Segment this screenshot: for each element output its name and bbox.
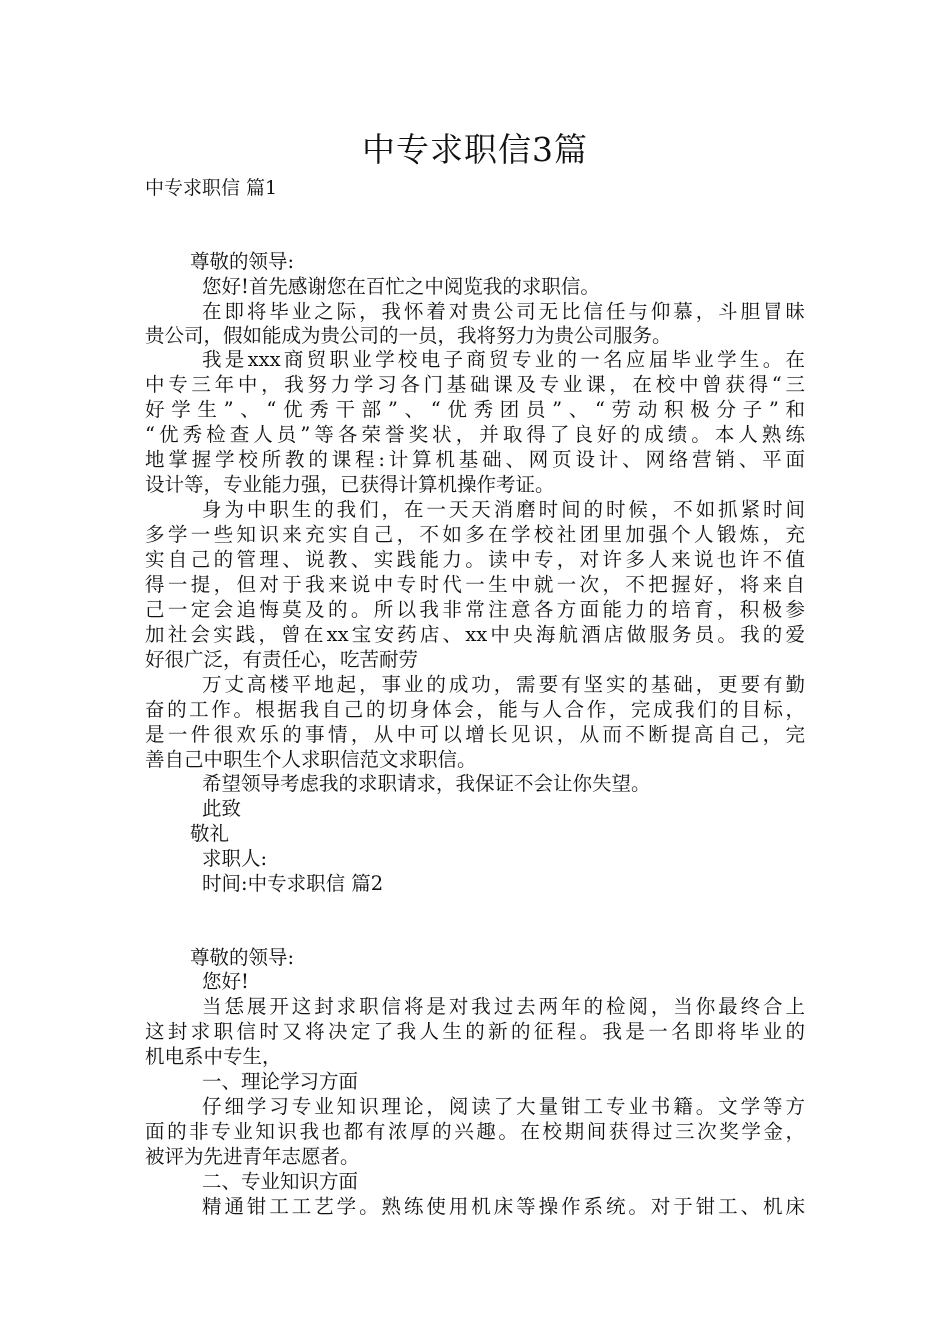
text-line: 这封求职信时又将决定了我人生的新的征程。我是一名即将毕业的 (145, 1020, 805, 1043)
text-line: 在即将毕业之际，我怀着对贵公司无比信任与仰慕，斗胆冒昧 (202, 300, 805, 323)
text-line: 奋的工作。根据我自己的切身体会，能与人合作，完成我们的目标， (145, 698, 805, 721)
text-line: 设计等，专业能力强，已获得计算机操作考证。 (145, 473, 555, 496)
text-line: 一、理论学习方面 (202, 1070, 359, 1093)
text-line: 尊敬的领导: (190, 946, 295, 969)
text-line: 希望领导考虑我的求职请求，我保证不会让你失望。 (202, 772, 651, 795)
text-line: 您好!首先感谢您在百忙之中阅览我的求职信。 (202, 275, 600, 298)
text-line: 尊敬的领导: (190, 250, 295, 273)
text-line: 求职人: (202, 847, 268, 870)
section-heading: 中专求职信 篇1 (145, 177, 278, 199)
text-line: 善自己中职生个人求职信范文求职信。 (145, 748, 477, 771)
text-line: 被评为先进青年志愿者。 (145, 1145, 360, 1168)
text-line: 面的非专业知识我也都有浓厚的兴趣。在校期间获得过三次奖学金， (145, 1120, 805, 1143)
text-line: “优秀检查人员”等各荣誉奖状，并取得了良好的成绩。本人熟练 (145, 423, 805, 446)
text-line: 万丈高楼平地起，事业的成功，需要有坚实的基础，更要有勤 (202, 673, 805, 696)
text-line: 己一定会追悔莫及的。所以我非常注意各方面能力的培育，积极参 (145, 598, 805, 621)
text-line: 当恁展开这封求职信将是对我过去两年的检阅，当你最终合上 (202, 995, 805, 1018)
text-line: 二、专业知识方面 (202, 1170, 359, 1193)
text-line: 好学生”、“优秀干部”、“优秀团员”、“劳动积极分子”和 (145, 398, 805, 421)
text-line: 时间:中专求职信 篇2 (202, 872, 384, 895)
text-line: 机电系中专生， (145, 1045, 282, 1068)
text-line: 好很广泛，有责任心，吃苦耐劳 (145, 648, 419, 671)
text-line: 加社会实践，曾在xx宝安药店、xx中央海航酒店做服务员。我的爱 (145, 623, 805, 646)
text-line: 身为中职生的我们，在一天天消磨时间的时候，不如抓紧时间 (202, 498, 805, 521)
text-line: 地掌握学校所教的课程:计算机基础、网页设计、网络营销、平面 (145, 448, 805, 471)
text-line: 贵公司，假如能成为贵公司的一员，我将努力为贵公司服务。 (145, 324, 672, 347)
text-line: 您好! (202, 970, 249, 993)
text-line: 仔细学习专业知识理论，阅读了大量钳工专业书籍。文学等方 (202, 1095, 805, 1118)
text-line: 精通钳工工艺学。熟练使用机床等操作系统。对于钳工、机床 (202, 1195, 805, 1218)
text-line: 多学一些知识来充实自己，不如多在学校社团里加强个人锻炼，充 (145, 523, 805, 546)
text-line: 得一提，但对于我来说中专时代一生中就一次，不把握好，将来自 (145, 573, 805, 596)
text-line: 是一件很欢乐的事情，从中可以增长见识，从而不断提高自己，完 (145, 723, 805, 746)
text-line: 中专三年中，我努力学习各门基础课及专业课，在校中曾获得“三 (145, 373, 805, 396)
text-line: 此致 (202, 797, 242, 820)
text-line: 敬礼 (190, 822, 230, 845)
document-title: 中专求职信3篇 (362, 130, 588, 169)
text-line: 我是xxx商贸职业学校电子商贸专业的一名应届毕业学生。在 (202, 348, 805, 371)
text-line: 实自己的管理、说教、实践能力。读中专，对许多人来说也许不值 (145, 548, 805, 571)
